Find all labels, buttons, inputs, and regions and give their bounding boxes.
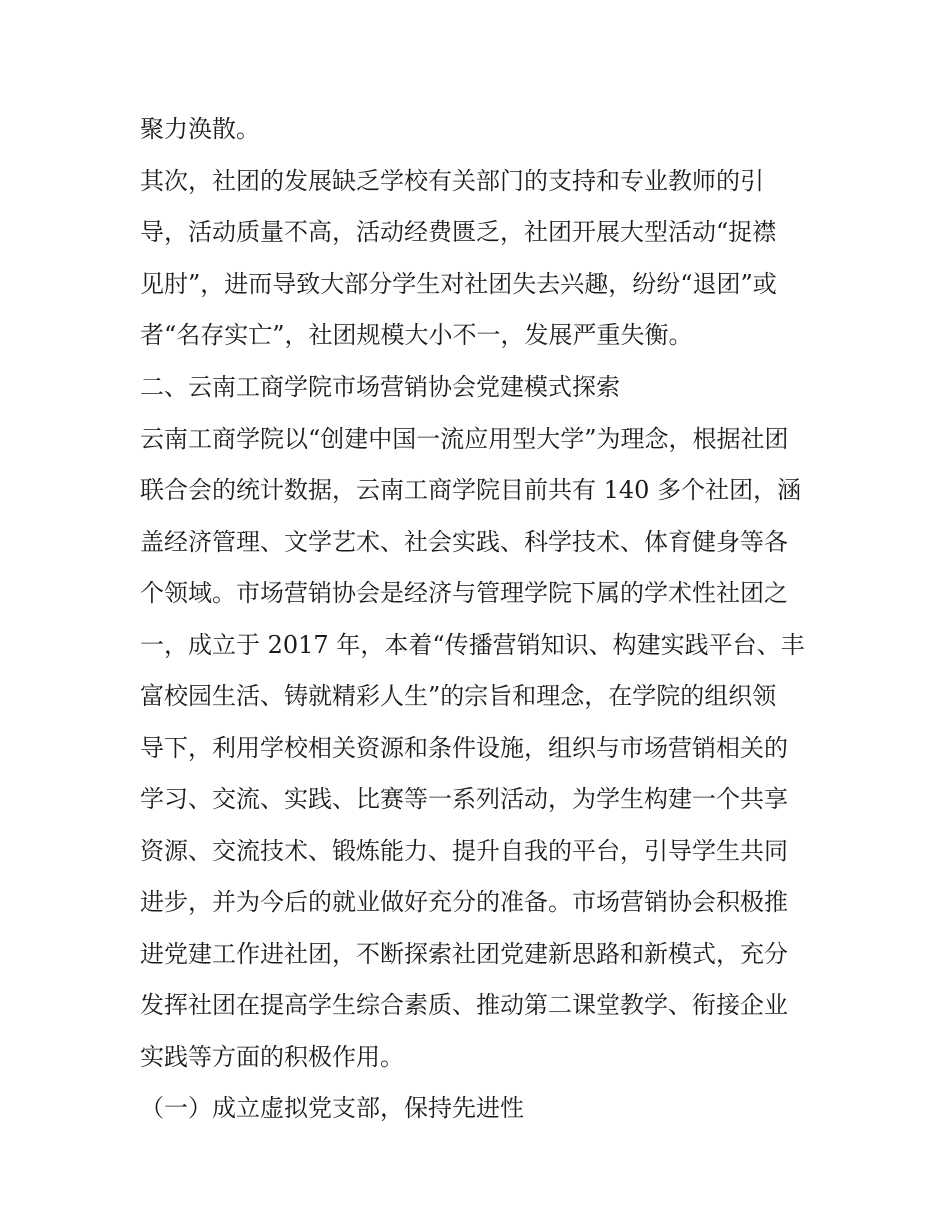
text-line: 见肘”，进而导致大部分学生对社团失去兴趣，纷纷“退团”或 xyxy=(140,269,777,298)
text-line: 实践等方面的积极作用。 xyxy=(140,1042,404,1071)
body-text xyxy=(140,104,820,1135)
text-line: 富校园生活、铸就精彩人生”的宗旨和理念，在学院的组织领 xyxy=(140,682,777,710)
text-line: 一，成立于 2017 年，本着“传播营销知识、构建实践平台、丰 xyxy=(140,630,805,659)
text-line: 发挥社团在提高学生综合素质、推动第二课堂教学、衔接企业 xyxy=(140,991,788,1019)
text-line: 盖经济管理、文学艺术、社会实践、科学技术、体育健身等各 xyxy=(140,527,788,556)
text-line: 进党建工作进社团，不断探索社团党建新思路和新模式，充分 xyxy=(140,939,788,968)
text-line: 聚力涣散。 xyxy=(140,115,260,143)
section-heading: 二、云南工商学院市场营销协会党建模式探索 xyxy=(140,372,620,401)
text-line: 导，活动质量不高，活动经费匮乏，社团开展大型活动“捉襟 xyxy=(140,218,777,246)
text-line: 其次，社团的发展缺乏学校有关部门的支持和专业教师的引 xyxy=(140,166,764,195)
text-line: 联合会的统计数据，云南工商学院目前共有 140 多个社团，涵 xyxy=(140,476,802,504)
text-line: 者“名存实亡”，社团规模大小不一，发展严重失衡。 xyxy=(140,321,693,349)
text-line: 进步，并为今后的就业做好充分的准备。市场营销协会积极推 xyxy=(140,888,788,916)
text-line: 学习、交流、实践、比赛等一系列活动，为学生构建一个共享 xyxy=(140,785,788,813)
text-line: 个领域。市场营销协会是经济与管理学院下属的学术性社团之 xyxy=(140,579,788,607)
subsection-heading: （一）成立虚拟党支部，保持先进性 xyxy=(140,1094,524,1122)
text-line: 云南工商学院以“创建中国一流应用型大学”为理念，根据社团 xyxy=(140,424,789,453)
text-line: 导下，利用学校相关资源和条件设施，组织与市场营销相关的 xyxy=(140,733,788,762)
text-line: 资源、交流技术、锻炼能力、提升自我的平台，引导学生共同 xyxy=(140,836,788,865)
